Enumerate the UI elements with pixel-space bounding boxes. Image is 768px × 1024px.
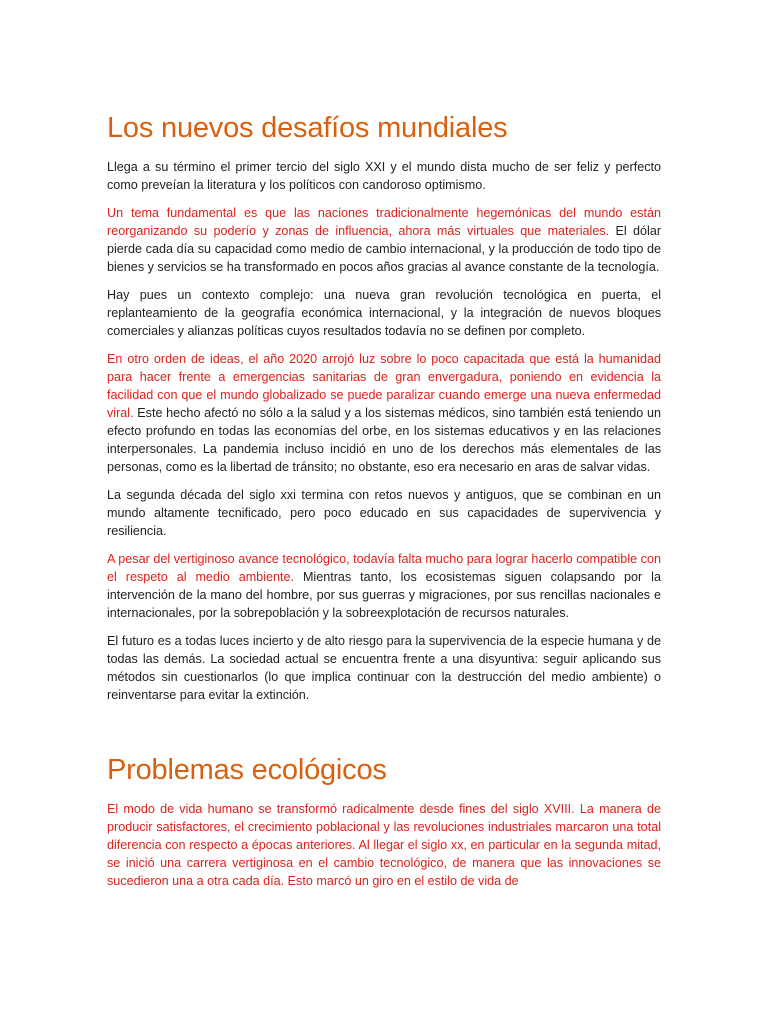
heading-nuevos-desafios: Los nuevos desafíos mundiales <box>107 112 508 144</box>
paragraph-1: Llega a su término el primer tercio del siglo XXI y el mundo dista mucho de ser feliz y perfecto como preveían la literatura y los políticos con candoroso optimismo. <box>107 160 661 192</box>
highlighted-text: Un tema fundamental es que las naciones tradicionalmente hegemónicas del mundo están reorganizando su poderío y zonas de influencia, ahora más virtuales que materiales. <box>107 206 661 238</box>
paragraph-3: Hay pues un contexto complejo: una nueva gran revolución tecnológica en puerta, el replanteamiento de la geografía económica internacional, y la integración de nuevos bloques comerciales y alianzas políticas cuyos resultados todavía no se definen por completo. <box>107 288 661 338</box>
paragraph-6 <box>107 550 661 622</box>
paragraph-5: La segunda década del siglo xxi termina con retos nuevos y antiguos, que se combinan en un mundo altamente tecnificado, pero poco educado en sus capacidades de supervivencia y resiliencia. <box>107 488 661 538</box>
document-page <box>107 108 661 900</box>
paragraph-2 <box>107 204 661 276</box>
highlighted-text: A pesar del vertiginoso avance tecnológico, todavía falta mucho para lograr hacerlo compatible con el respeto al medio ambiente. <box>107 552 661 584</box>
highlighted-text: En otro orden de ideas, el año 2020 arrojó luz sobre lo poco capacitada que está la humanidad para hacer frente a emergencias sanitarias de gran envergadura, poniendo en evidencia la facilidad con que el mundo globalizado se puede paralizar cuando emerge una nueva enfermedad viral. <box>107 352 661 420</box>
heading-problemas-ecologicos: Problemas ecológicos <box>107 754 387 786</box>
paragraph-4 <box>107 350 661 476</box>
body-text: Este hecho afectó no sólo a la salud y a los sistemas médicos, sino también está teniendo un efecto profundo en todas las economías del orbe, en los sistemas educativos y en las relaciones interpersonales. La pandemia incluso incidió en uno de los derechos más elementales de las personas, como es la libertad de tránsito; no obstante, eso era necesario en aras de salvar vidas. <box>107 406 661 474</box>
paragraph-7: El futuro es a todas luces incierto y de alto riesgo para la supervivencia de la especie humana y de todas las demás. La sociedad actual se encuentra frente a una disyuntiva: seguir aplicando sus métodos sin cuestionarlos (lo que implica continuar con la destrucción del medio ambiente) o reinventarse para evitar la extinción. <box>107 634 661 702</box>
body-text: El dólar pierde cada día su capacidad como medio de cambio internacional, y la producción de todo tipo de bienes y servicios se ha transformado en pocos años gracias al avance constante de la tecnología. <box>107 224 662 274</box>
paragraph-8 <box>107 800 661 890</box>
body-text: Mientras tanto, los ecosistemas siguen colapsando por la intervención de la mano del hombre, por sus guerras y migraciones, por sus rencillas nacionales e internacionales, por la sobrepoblación y la sobreexplotación de recursos naturales. <box>107 570 661 620</box>
highlighted-text: El modo de vida humano se transformó radicalmente desde fines del siglo XVIII. La manera de producir satisfactores, el crecimiento poblacional y las revoluciones industriales marcaron una total diferencia con respecto a épocas anteriores. Al llegar el siglo xx, en particular en la segunda mitad, se inició una carrera vertiginosa en el cambio tecnológico, de manera que las innovaciones se sucedieron una a otra cada día. Esto marcó un giro en el estilo de vida de <box>107 802 661 888</box>
